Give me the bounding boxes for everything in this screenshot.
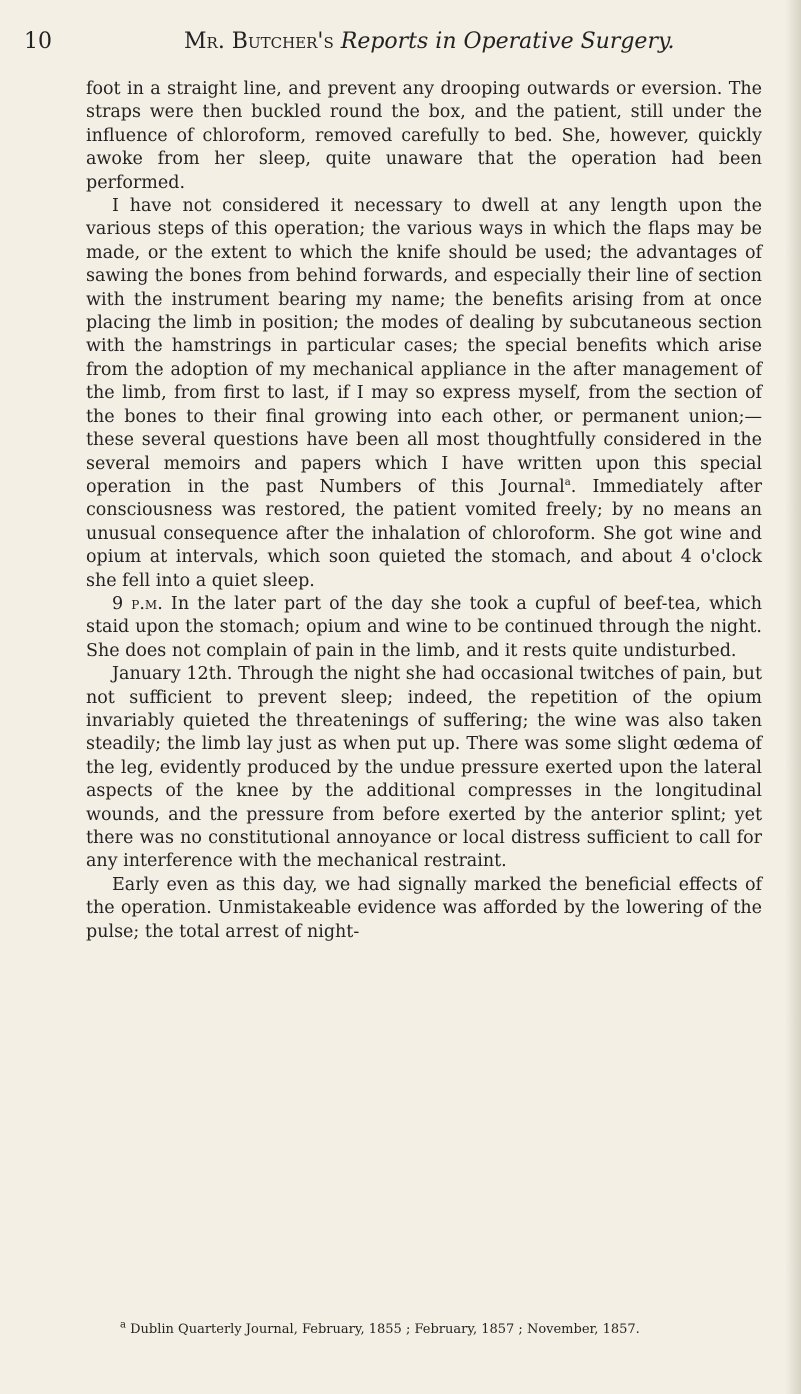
running-head <box>24 24 744 60</box>
paragraph-2-text: I have not considered it necessary to dwell at any length upon the various steps of this operation; the various ways in which the flaps may be made, or the extent to which the knife should be used; the advantages of sawing the bones from behind forwards, and especially their line of section with the instrument bearing my name; the benefits arising from at once placing the limb in position; the modes of dealing by subcutaneous section with the hamstrings in particular cases; the special benefits which arise from the adoption of my mechanical appliance in the after management of the limb, from first to last, if I may so express myself, from the section of the bones to their final growing into each other, or permanent union;—these several questions have been all most thoughtfully considered in the several memoirs and papers which I have written upon this special operation in the past Numbers of this Journal <box>86 196 762 497</box>
paragraph-5: Early even as this day, we had signally marked the beneficial effects of the operation. Unmistakeable evidence was afforded by the lowering of the pulse; the total arrest of night- <box>86 874 762 942</box>
paragraph-1: foot in a straight line, and prevent any drooping outwards or eversion. The straps were then buckled round the box, and the patient, still under the influence of chloroform, removed carefully to bed. She, however, quickly awoke from her sleep, quite unaware that the operation had been performed. <box>86 79 762 193</box>
footnote <box>120 1321 770 1339</box>
header-author: Mr. Butcher's <box>184 29 334 54</box>
footnote-text: Dublin Quarterly Journal, February, 1855 ; February, 1857 ; November, 1857. <box>125 1322 640 1337</box>
time-label: 9 p.m. <box>112 593 163 614</box>
paragraph-2-continued: . Immediately after consciousness was restored, the patient vomited freely; by no means an unusual consequence after the inhalation of chloroform. She got wine and opium at intervals, which soon quieted the stomach, and about 4 o'clock she fell into a quiet sleep. <box>86 476 762 591</box>
header-work-title: Reports in Operative Surgery. <box>340 29 675 54</box>
header-title <box>184 24 674 60</box>
page-edge-shadow <box>785 0 801 1394</box>
page-number: 10 <box>24 29 52 54</box>
paragraph-4: January 12th. Through the night she had occasional twitches of pain, but not sufficient to prevent sleep; indeed, the repetition of the opium invariably quieted the threatenings of suffering; the wine was also taken steadily; the limb lay just as when put up. There was some slight œdema of the leg, evidently produced by the undue pressure exerted upon the lateral aspects of the knee by the additional compresses in the longitudinal wounds, and the pressure from before exerted by the anterior splint; yet there was no constitutional annoyance or local distress sufficient to call for any interference with the mechanical restraint. <box>86 664 762 872</box>
paragraph-2 <box>86 195 762 593</box>
paragraph-3-text: In the later part of the day she took a cupful of beef-tea, which staid upon the stomach; opium and wine to be continued through the night. She does not complain of pain in the limb, and it rests quite undisturbed. <box>86 593 762 661</box>
footnote-marker: a <box>120 1319 126 1331</box>
body-text <box>86 78 762 944</box>
footnote-reference: a <box>564 477 571 489</box>
paragraph-3 <box>86 593 762 663</box>
